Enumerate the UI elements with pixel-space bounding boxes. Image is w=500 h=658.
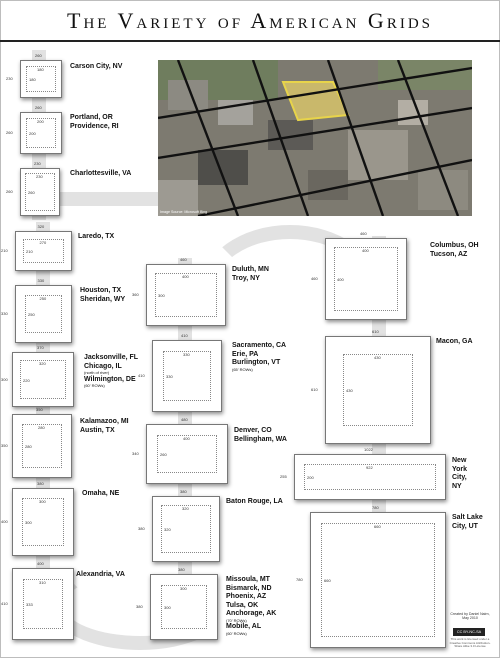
city-name: City, xyxy=(452,474,467,481)
city-name: Portland, OR xyxy=(70,114,113,121)
outer-height-label: 360 xyxy=(132,292,139,297)
outer-width-label: 260 xyxy=(35,105,42,110)
city-name: Sheridan, WY xyxy=(80,295,126,303)
city-name: Tucson, AZ xyxy=(430,250,468,258)
inner-width-label: 270 xyxy=(39,240,47,245)
outer-height-label: 610 xyxy=(311,387,318,392)
outer-height-label: 210 xyxy=(1,248,8,253)
outer-width-label: 370 xyxy=(37,345,44,350)
city-label-new-york xyxy=(452,457,467,491)
city-label-columbus xyxy=(430,242,479,259)
grid-block-charlottesville xyxy=(20,168,60,216)
outer-height-label: 460 xyxy=(311,276,318,281)
city-name: Wilmington, DE xyxy=(84,375,136,383)
city-note: (60' ROWs) xyxy=(84,383,105,388)
outer-width-label: 350 xyxy=(36,407,43,412)
city-label-missoula xyxy=(226,576,276,636)
grid-block-portland xyxy=(20,112,62,154)
city-label-laredo xyxy=(78,233,114,242)
outer-height-label: 780 xyxy=(296,577,303,582)
inner-width-label: 310 xyxy=(39,580,46,585)
grid-block-duluth xyxy=(146,264,226,326)
outer-height-label: 230 xyxy=(6,76,13,81)
outer-height-label: 330 xyxy=(1,311,8,316)
city-name: Chicago, IL xyxy=(84,362,122,370)
city-name: Troy, NY xyxy=(232,274,260,282)
inner-width-label: 200 xyxy=(37,119,44,124)
inner-width-label: 400 xyxy=(183,436,190,441)
city-name: York xyxy=(452,465,468,473)
image-source-caption: Image Source: Microsoft Bing xyxy=(160,210,208,214)
city-label-duluth xyxy=(232,266,269,283)
city-name: Erie, PA xyxy=(232,350,259,358)
city-label-denver xyxy=(234,427,287,444)
poster-title: The Variety of American Grids xyxy=(67,8,433,33)
outer-width-label: 230 xyxy=(34,161,41,166)
outer-height-label: 410 xyxy=(138,373,145,378)
city-name: Laredo, TX xyxy=(78,233,115,240)
inner-height-label: 220 xyxy=(23,377,30,383)
city-label-portland xyxy=(70,114,119,131)
city-name: Austin, TX xyxy=(80,426,115,434)
inner-height-label: 200 xyxy=(29,131,36,136)
grid-block-baton-rouge xyxy=(152,496,220,562)
outer-height-label: 380 xyxy=(136,604,143,609)
inner-height-label: 300 xyxy=(164,605,171,610)
inner-height-label: 210 xyxy=(26,249,33,254)
city-name: Duluth, MN xyxy=(232,266,269,273)
inner-width-label: 250 xyxy=(39,296,47,301)
inner-width-label: 400 xyxy=(362,248,369,253)
city-note: (north of river) xyxy=(84,370,110,375)
grid-block-laredo xyxy=(15,231,72,271)
city-name: Salt Lake xyxy=(452,514,483,521)
outer-height-label: 300 xyxy=(1,376,8,382)
grid-block-jacksonville xyxy=(12,352,74,407)
grid-block-macon xyxy=(325,336,431,444)
title-rule xyxy=(0,40,500,42)
city-name: Bismarck, ND xyxy=(226,584,272,592)
grid-block-houston xyxy=(15,285,72,343)
city-label-omaha xyxy=(82,490,119,499)
city-label-salt-lake xyxy=(452,514,483,531)
city-label-jacksonville xyxy=(84,354,138,389)
outer-width-label: 260 xyxy=(35,53,42,58)
grid-block-kalamazoo xyxy=(12,414,72,478)
city-name: Providence, RI xyxy=(70,122,119,130)
city-name: Jacksonville, FL xyxy=(84,354,139,361)
inner-height-label: 333 xyxy=(26,602,33,607)
city-name: Kalamazoo, MI xyxy=(80,418,129,425)
grid-block-sacramento xyxy=(152,340,222,412)
inner-width-label: 300 xyxy=(39,499,46,504)
inner-height-label: 250 xyxy=(28,312,35,317)
city-name: Carson City, NV xyxy=(70,63,123,70)
aerial-photo-graphic xyxy=(158,60,472,216)
inner-height-label: 400 xyxy=(337,277,344,282)
city-label-macon xyxy=(436,338,473,347)
inner-height-label: 260 xyxy=(28,190,35,195)
city-label-sacramento xyxy=(232,342,286,372)
outer-width-label: 460 xyxy=(180,257,187,262)
city-name: Mobile, AL xyxy=(226,623,262,630)
inner-height-label: 300 xyxy=(158,293,165,298)
inner-width-label: 320 xyxy=(39,361,46,366)
city-name: Anchorage, AK xyxy=(226,610,277,617)
outer-width-label: 1022 xyxy=(364,447,373,452)
outer-width-label: 320 xyxy=(37,224,45,229)
inner-height-label: 300 xyxy=(25,520,32,525)
block-inner-outline xyxy=(321,523,435,637)
grid-block-salt-lake xyxy=(310,512,446,648)
aerial-photo xyxy=(158,60,472,216)
block-inner-outline xyxy=(343,354,413,426)
city-label-charlottesville xyxy=(70,170,131,179)
city-name: Tulsa, OK xyxy=(226,601,259,609)
outer-height-label: 260 xyxy=(6,130,13,135)
city-name: Denver, CO xyxy=(234,427,272,434)
outer-width-label: 380 xyxy=(178,567,185,572)
inner-width-label: 300 xyxy=(180,586,187,591)
inner-width-label: 400 xyxy=(182,274,189,279)
outer-height-label: 350 xyxy=(1,443,8,448)
outer-width-label: 410 xyxy=(181,333,188,338)
city-name: Missoula, MT xyxy=(226,576,270,583)
inner-height-label: 280 xyxy=(25,444,32,449)
outer-height-label: 380 xyxy=(138,526,145,531)
grid-block-carson-city xyxy=(20,60,62,98)
city-name: Sacramento, CA xyxy=(232,342,287,349)
city-note: (60' ROWs) xyxy=(226,630,247,636)
city-name: City, UT xyxy=(452,522,478,530)
inner-width-label: 922 xyxy=(366,465,373,470)
city-name: Burlington, VT xyxy=(232,359,281,366)
city-name: Macon, GA xyxy=(436,338,473,345)
outer-width-label: 330 xyxy=(37,278,45,283)
license-note: This work is licensed under a Creative Commons Attribution-Share Alike 3.0 License xyxy=(449,637,491,649)
outer-width-label: 400 xyxy=(37,561,44,566)
inner-height-label: 320 xyxy=(164,527,171,532)
author-credit: Created by Daniel Nairn, May 2010 xyxy=(450,612,490,621)
outer-width-label: 380 xyxy=(180,489,187,494)
city-label-houston xyxy=(80,287,125,304)
inner-height-label: 260 xyxy=(160,452,167,457)
cc-license-badge: CC BY-NC-SA xyxy=(453,628,485,636)
inner-height-label: 330 xyxy=(166,374,173,379)
outer-width-label: 380 xyxy=(37,481,44,486)
inner-width-label: 430 xyxy=(374,355,381,360)
grid-block-denver xyxy=(146,424,228,484)
outer-width-label: 610 xyxy=(372,329,379,334)
outer-width-label: 460 xyxy=(360,231,367,236)
city-name: NY xyxy=(452,482,462,490)
grid-block-new-york xyxy=(294,454,446,500)
city-name: Omaha, NE xyxy=(82,490,120,497)
city-name: Phoenix, AZ xyxy=(226,593,267,600)
grid-block-alexandria xyxy=(12,568,74,640)
city-name: Columbus, OH xyxy=(430,242,479,249)
outer-height-label: 255 xyxy=(280,474,287,479)
outer-height-label: 260 xyxy=(6,189,13,194)
outer-height-label: 400 xyxy=(1,519,8,524)
inner-height-label: 430 xyxy=(346,388,353,393)
outer-width-label: 480 xyxy=(181,417,188,422)
city-label-baton-rouge xyxy=(226,498,283,507)
inner-height-label: 200 xyxy=(307,475,314,480)
inner-width-label: 660 xyxy=(374,524,381,529)
inner-width-label: 280 xyxy=(38,425,45,430)
city-name: New xyxy=(452,457,467,464)
outer-height-label: 410 xyxy=(1,601,8,606)
inner-width-label: 180 xyxy=(37,67,44,72)
inner-width-label: 230 xyxy=(36,174,43,179)
city-name: Bellingham, WA xyxy=(234,435,287,443)
city-label-alexandria xyxy=(76,571,125,580)
city-label-carson-city xyxy=(70,63,122,72)
city-name: Alexandria, VA xyxy=(76,571,125,578)
city-note: (65' ROWs) xyxy=(232,366,253,372)
grid-block-columbus xyxy=(325,238,407,320)
outer-height-label: 340 xyxy=(132,451,139,456)
grid-block-missoula xyxy=(150,574,218,640)
city-name: Charlottesville, VA xyxy=(70,170,132,177)
grid-block-omaha xyxy=(12,488,74,556)
inner-height-label: 180 xyxy=(29,77,36,82)
inner-width-label: 330 xyxy=(183,352,190,357)
city-name: Houston, TX xyxy=(80,287,122,294)
outer-width-label: 780 xyxy=(372,505,379,510)
inner-width-label: 320 xyxy=(182,506,189,511)
city-name: Baton Rouge, LA xyxy=(226,498,283,505)
city-label-kalamazoo xyxy=(80,418,129,435)
city-note: (70' ROWs) xyxy=(226,617,247,623)
inner-height-label: 660 xyxy=(324,578,331,583)
